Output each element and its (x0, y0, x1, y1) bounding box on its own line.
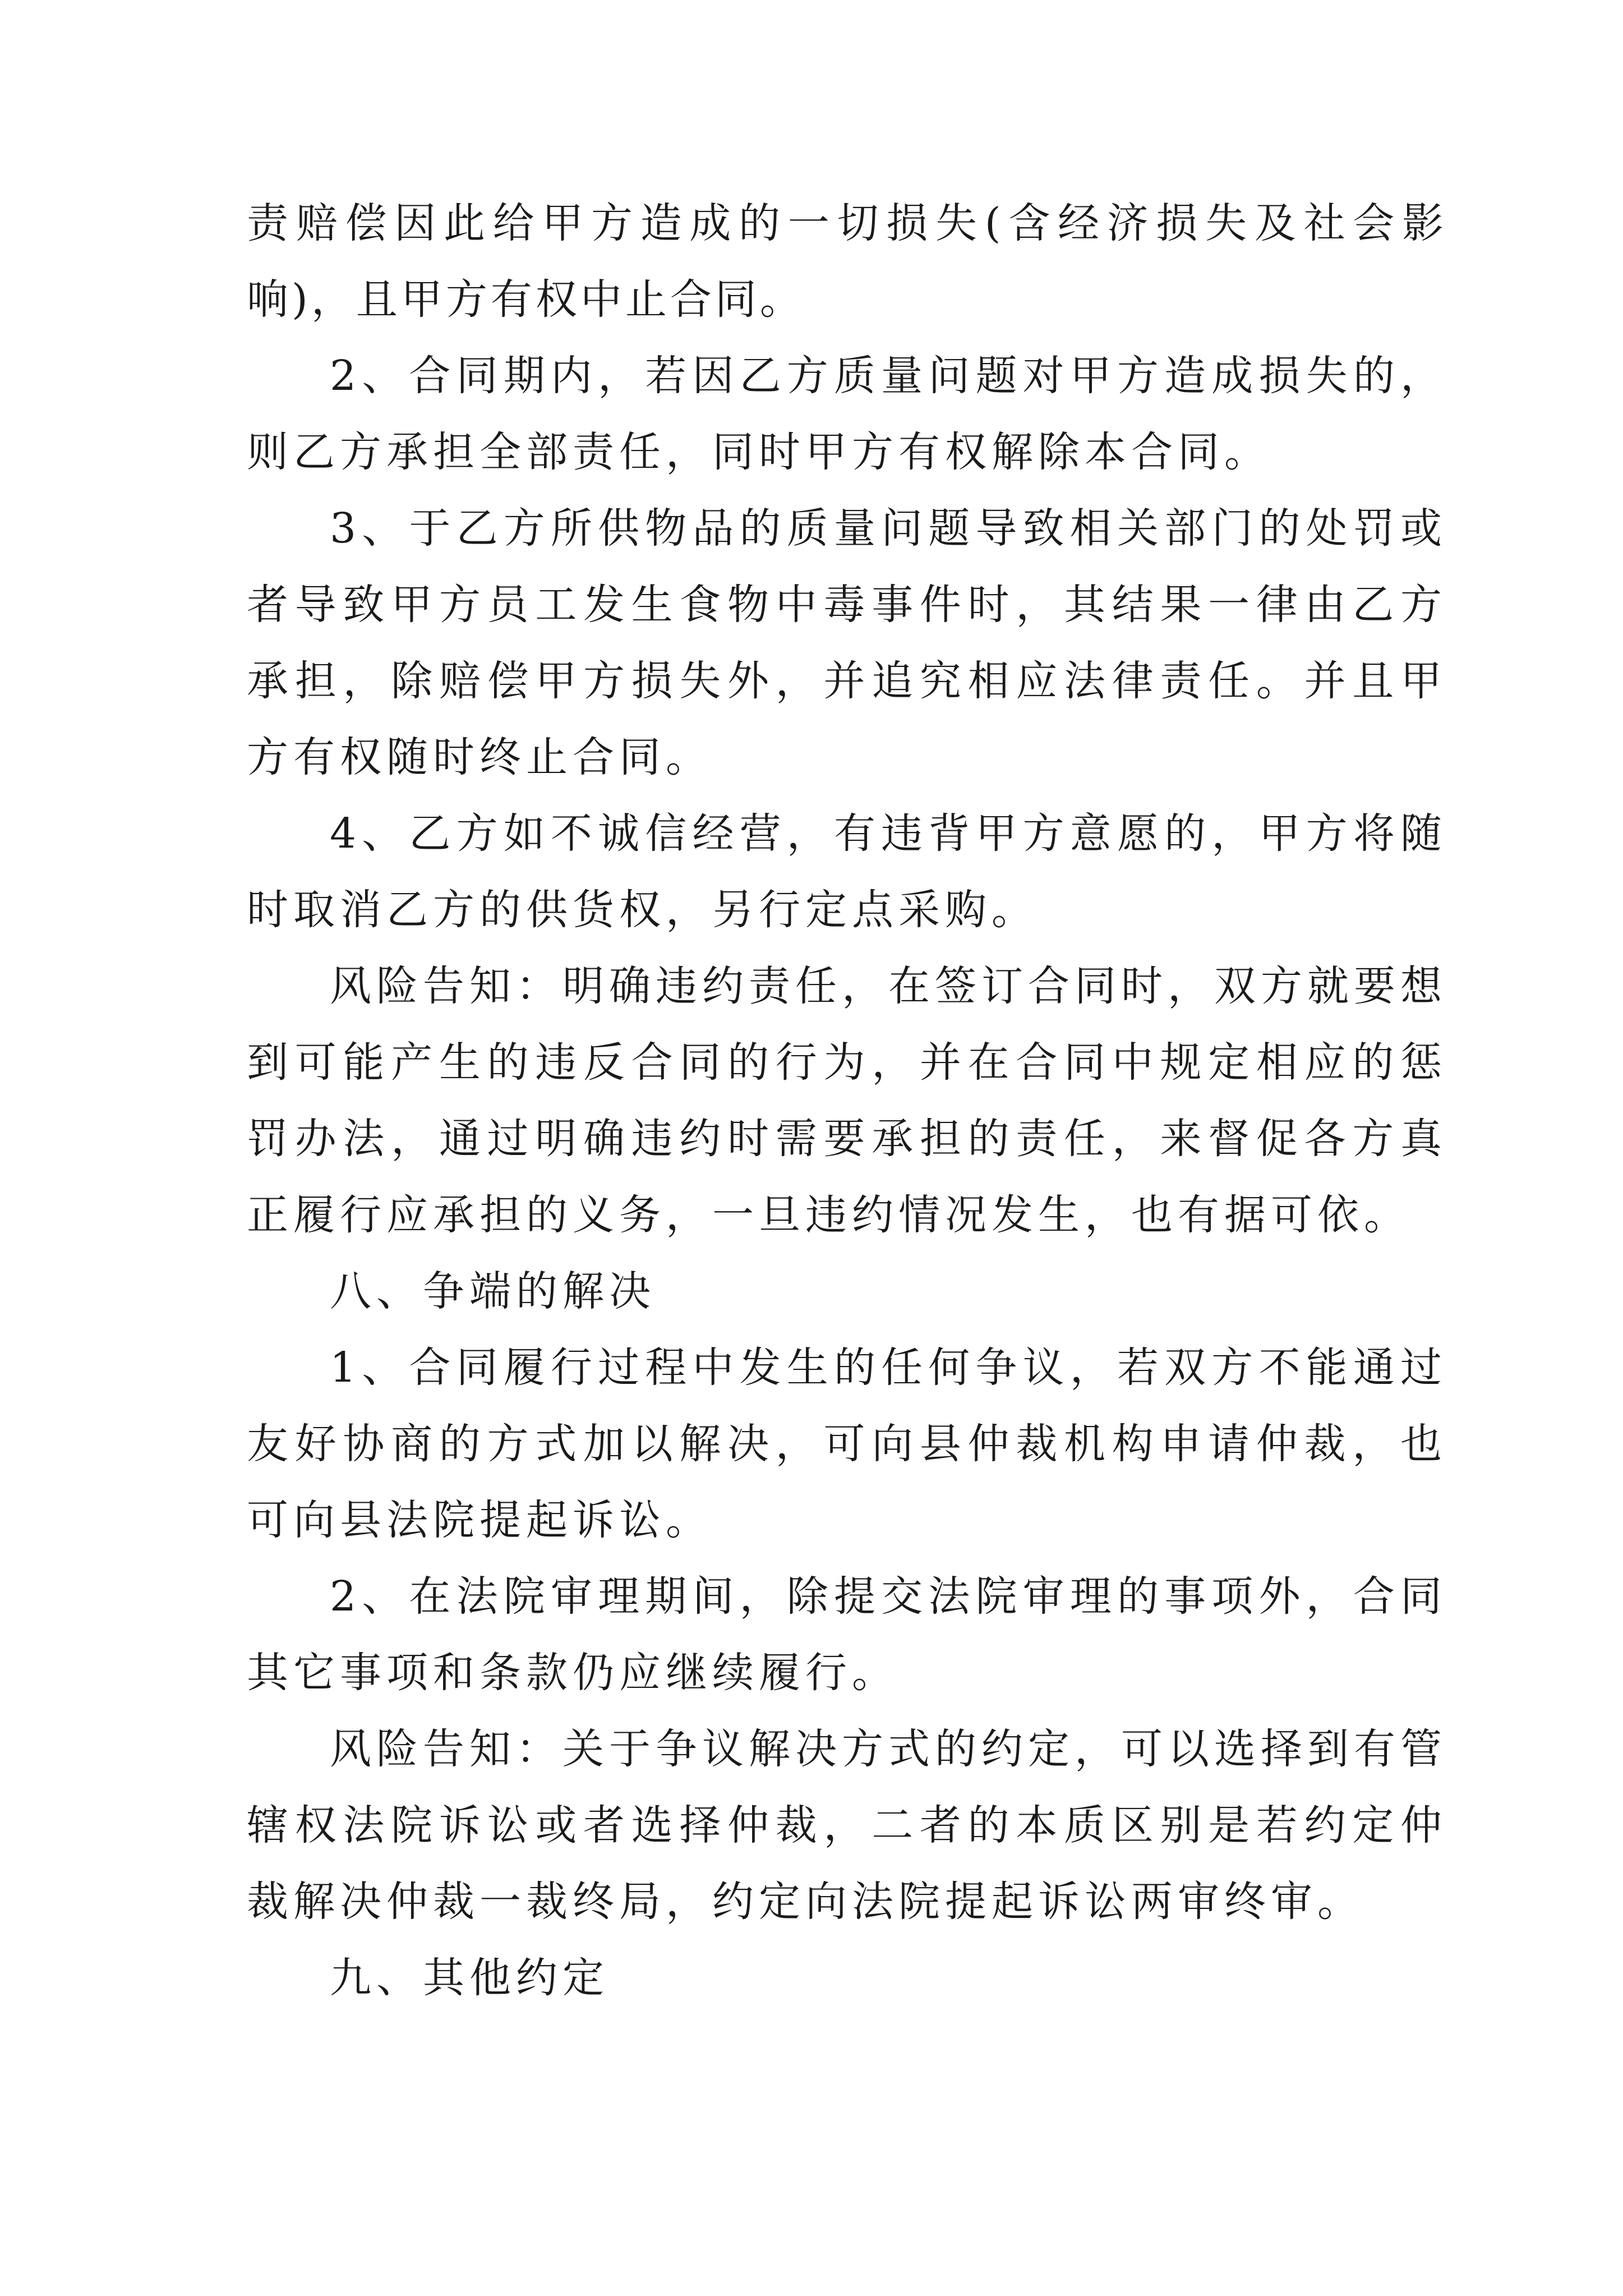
paragraph-clause-3-penalty: 3、于乙方所供物品的质量问题导致相关部门的处罚或者导致甲方员工发生食物中毒事件时，其结果一律由乙方承担，除赔偿甲方损失外，并追究相应法律责任。并且甲方有权随时终止合同。 (247, 504, 1447, 781)
paragraph-clause-4-integrity: 4、乙方如不诚信经营，有违背甲方意愿的，甲方将随时取消乙方的供货权，另行定点采购。 (247, 809, 1447, 934)
document-body (247, 185, 1447, 2016)
paragraph-risk-notice-dispute: 风险告知：关于争议解决方式的约定，可以选择到有管辖权法院诉讼或者选择仲裁，二者的本质区别是若约定仲裁解决仲裁一裁终局，约定向法院提起诉讼两审终审。 (247, 1725, 1447, 1926)
paragraph-clause-2-quality: 2、合同期内，若因乙方质量问题对甲方造成损失的，则乙方承担全部责任，同时甲方有权解除本合同。 (247, 352, 1447, 476)
paragraph-risk-notice-breach: 风险告知：明确违约责任，在签订合同时，双方就要想到可能产生的违反合同的行为，并在合同中规定相应的惩罚办法，通过明确违约时需要承担的责任，来督促各方真正履行应承担的义务，一旦违约情况发生，也有据可依。 (247, 962, 1447, 1239)
paragraph-liability-continued: 责赔偿因此给甲方造成的一切损失(含经济损失及社会影响)，且甲方有权中止合同。 (247, 199, 1447, 324)
paragraph-dispute-clause-1: 1、合同履行过程中发生的任何争议，若双方不能通过友好协商的方式加以解决，可向县仲裁机构申请仲裁，也可向县法院提起诉讼。 (247, 1343, 1447, 1544)
paragraph-dispute-clause-2: 2、在法院审理期间，除提交法院审理的事项外，合同其它事项和条款仍应继续履行。 (247, 1572, 1447, 1697)
section-heading-dispute-resolution: 八、争端的解决 (330, 1267, 656, 1315)
section-heading-other-terms: 九、其他约定 (330, 1954, 609, 2002)
